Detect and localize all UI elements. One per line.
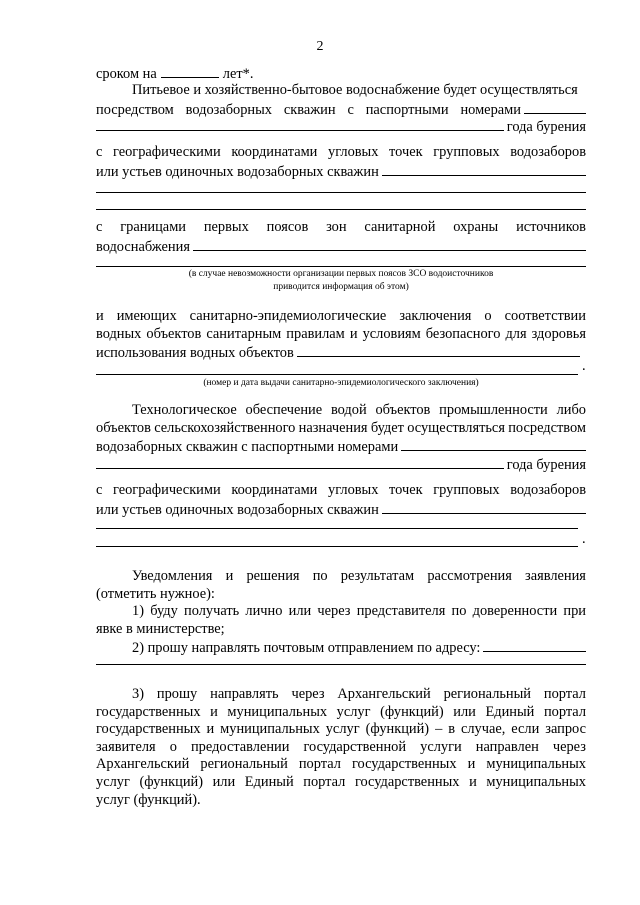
industrial-supply-paragraph [96, 402, 586, 472]
coords2-end-mark: . [582, 531, 586, 547]
text-word: результатам [340, 568, 415, 584]
option-1[interactable] [96, 603, 586, 621]
text-word: если [511, 721, 540, 738]
drinking-well-numbers-field-cont[interactable] [96, 117, 504, 131]
zso-line2: водоснабжения [96, 238, 190, 255]
text-word: и [349, 325, 358, 342]
text-word: координатами [231, 482, 318, 498]
text-word: водозаборных [185, 101, 272, 118]
text-word: государственной [303, 738, 407, 755]
text-word: и [225, 568, 234, 584]
text-word: или [453, 703, 476, 720]
text-word: и [467, 756, 476, 773]
text-word: объектов [375, 402, 431, 418]
text-word: с [96, 219, 103, 235]
text-word: и [210, 703, 218, 720]
text-word: портал [303, 773, 346, 790]
text-word: источников [516, 219, 586, 235]
text-word: государственных [96, 703, 201, 720]
industrial-well-numbers-field-cont[interactable] [96, 455, 504, 469]
text-word: государственных [351, 756, 457, 773]
text-word: лично [245, 603, 283, 620]
text-word: в [448, 721, 456, 738]
industrial-year-label: года бурения [506, 456, 586, 473]
text-word: через [291, 686, 325, 702]
text-word: объектов [96, 419, 151, 436]
text-word: посредством [508, 419, 586, 436]
text-word: Единый [485, 703, 535, 720]
text-word: услуг [336, 703, 371, 720]
text-word: санитарной [364, 219, 436, 235]
text-word: и [206, 721, 215, 738]
text-word: Архангельский [337, 686, 431, 702]
zso-blank-line[interactable] [96, 266, 586, 267]
text-word: либо [556, 402, 586, 418]
term-years-field[interactable] [161, 64, 219, 78]
text-word: и [469, 773, 477, 790]
zso-note-line2: приводится информация об этом) [273, 281, 409, 292]
text-word: муниципальных [227, 703, 328, 720]
text-word: предоставлении [190, 738, 290, 755]
text-word: муниципальных [220, 721, 320, 738]
text-word: заключения [399, 308, 472, 324]
text-word: безопасного [425, 325, 501, 342]
text-word: обеспечение [245, 402, 323, 418]
text-word: будет [370, 419, 404, 436]
industrial-well-numbers-field[interactable] [401, 437, 586, 451]
text-word: санитарным [206, 325, 282, 342]
text-word: портал [543, 686, 586, 702]
text-word: границами [120, 219, 187, 235]
option3-last-line: услуг (функций). [96, 791, 201, 808]
text-word: (функций) [380, 703, 444, 720]
text-word: промышленности [439, 402, 548, 418]
text-word: запрос [545, 721, 586, 738]
text-word: по [451, 603, 467, 620]
text-word: направлен [475, 738, 539, 755]
text-word: соответствии [504, 308, 586, 324]
text-word: осуществляться [407, 419, 505, 436]
zso-paragraph [96, 219, 586, 254]
drinking-supply-line1: Питьевое и хозяйственно-бытовое водоснабжение будет осуществляться [132, 82, 578, 98]
coords2-line2: или устьев одиночных водозаборных скважин [96, 501, 379, 518]
text-word: (функций) [365, 721, 430, 738]
coords1-line2: или устьев одиночных водозаборных скважин [96, 163, 379, 180]
text-word: назначения [298, 419, 368, 436]
text-word: заявителя [96, 738, 156, 755]
text-word: буду [150, 603, 178, 620]
zso-field[interactable] [193, 237, 586, 251]
postal-address-field[interactable] [483, 638, 586, 652]
text-word: посредством [96, 101, 174, 118]
text-word: поясов [266, 219, 309, 235]
text-word: водозаборов [510, 482, 586, 498]
text-word: охраны [453, 219, 499, 235]
text-word: рассмотрения [427, 568, 512, 584]
text-word: 1) [132, 603, 144, 620]
text-word: портал [298, 756, 341, 773]
conclusion-blank-line[interactable] [96, 374, 578, 375]
text-word: услуги [420, 738, 462, 755]
text-word: или [288, 603, 312, 620]
coords1-field[interactable] [382, 162, 586, 176]
text-word: объектов [146, 325, 202, 342]
text-word: номерами [460, 101, 521, 118]
conclusion-line3: использования водных объектов [96, 345, 294, 362]
notifications-paragraph [96, 568, 586, 656]
text-word: направлять [210, 686, 279, 702]
text-word: по [312, 568, 328, 584]
text-word: случае, [460, 721, 506, 738]
text-word: (функций) [139, 773, 204, 790]
text-word: региональный [200, 756, 288, 773]
text-word: Единый [244, 773, 294, 790]
drinking-supply-paragraph [96, 82, 586, 135]
text-word: имеющих [116, 308, 177, 324]
text-word: с [96, 144, 103, 160]
text-word: групповых [433, 144, 500, 160]
text-word: правилам [286, 325, 345, 342]
term-prefix: сроком на [96, 66, 157, 82]
text-word: угловых [328, 144, 379, 160]
text-word: государственных [96, 721, 201, 738]
text-word: государственных [354, 773, 460, 790]
coords-paragraph-2 [96, 482, 586, 517]
text-word: получать [184, 603, 240, 620]
coords-paragraph-1 [96, 144, 586, 179]
text-word: географическими [113, 144, 221, 160]
option1-line2: явке в министерстве; [96, 620, 225, 637]
text-word: с [347, 101, 354, 118]
text-word: условиям [362, 325, 421, 342]
text-word: Технологическое [132, 402, 237, 418]
text-word: при [563, 603, 586, 620]
term-suffix: лет*. [222, 66, 254, 82]
text-word: о [169, 738, 177, 755]
text-word: услуг [325, 721, 360, 738]
option-2[interactable] [96, 638, 586, 656]
term-line [96, 64, 586, 82]
text-word: здоровья [531, 325, 586, 342]
text-word: санитарно-эпидемиологические [189, 308, 387, 324]
text-word: решения [246, 568, 300, 584]
text-word: скважин [283, 101, 336, 118]
coords2-field[interactable] [382, 500, 586, 514]
text-word: Архангельский [96, 756, 190, 773]
text-word: муниципальных [486, 773, 586, 790]
text-word: первых [203, 219, 249, 235]
conclusion-note: (номер и дата выдачи санитарно-эпидемиологического заключения) [203, 378, 479, 388]
option-3[interactable] [96, 686, 586, 809]
zso-note [96, 268, 586, 293]
text-word: водой [330, 402, 367, 418]
text-word: портал [543, 703, 586, 720]
text-word: услуг [96, 773, 130, 790]
text-word: 3) [132, 686, 144, 702]
text-word: географическими [113, 482, 221, 498]
conclusion-field[interactable] [297, 343, 580, 357]
conclusion-paragraph [96, 308, 586, 361]
text-word: доверенности [472, 603, 558, 620]
text-word: или [212, 773, 236, 790]
text-word: о [484, 308, 492, 324]
industrial-line3: водозаборных скважин с паспортными номерами [96, 439, 399, 456]
text-word: водозаборов [510, 144, 586, 160]
text-word: точек [389, 482, 423, 498]
text-word: региональный [443, 686, 532, 702]
text-word: для [505, 325, 527, 342]
coords1-blank-line-2[interactable] [96, 209, 586, 210]
text-word: через [552, 738, 586, 755]
page-number: 2 [316, 39, 324, 54]
text-word: – [435, 721, 443, 738]
text-word: зон [326, 219, 347, 235]
coords2-blank-line-2[interactable] [96, 546, 578, 547]
notifications-line2: (отметить нужное): [96, 585, 215, 602]
text-word: паспортными [365, 101, 449, 118]
drinking-well-numbers-field[interactable] [524, 100, 586, 114]
text-word: сельскохозяйственного [154, 419, 296, 436]
postal-address-blank-line[interactable] [96, 664, 586, 665]
text-word: Уведомления [132, 568, 213, 584]
option2-label: 2) прошу направлять почтовым отправлением по адресу: [132, 640, 481, 657]
text-word: координатами [231, 144, 318, 160]
text-word: групповых [433, 482, 500, 498]
coords2-blank-line-1[interactable] [96, 528, 578, 529]
text-word: водных [96, 325, 142, 342]
text-word: прошу [156, 686, 198, 702]
text-word: точек [389, 144, 423, 160]
conclusion-end-mark: . [582, 358, 586, 374]
text-word: угловых [328, 482, 379, 498]
text-word: муниципальных [486, 756, 586, 773]
text-word: через [317, 603, 351, 620]
text-word: с [96, 482, 103, 498]
coords1-blank-line-1[interactable] [96, 192, 586, 193]
text-word: и [96, 308, 104, 324]
zso-note-line1: (в случае невозможности организации первых поясов ЗСО водоисточников [188, 269, 494, 279]
drinking-year-label: года бурения [506, 119, 586, 136]
text-word: представителя [356, 603, 446, 620]
text-word: заявления [525, 568, 586, 584]
